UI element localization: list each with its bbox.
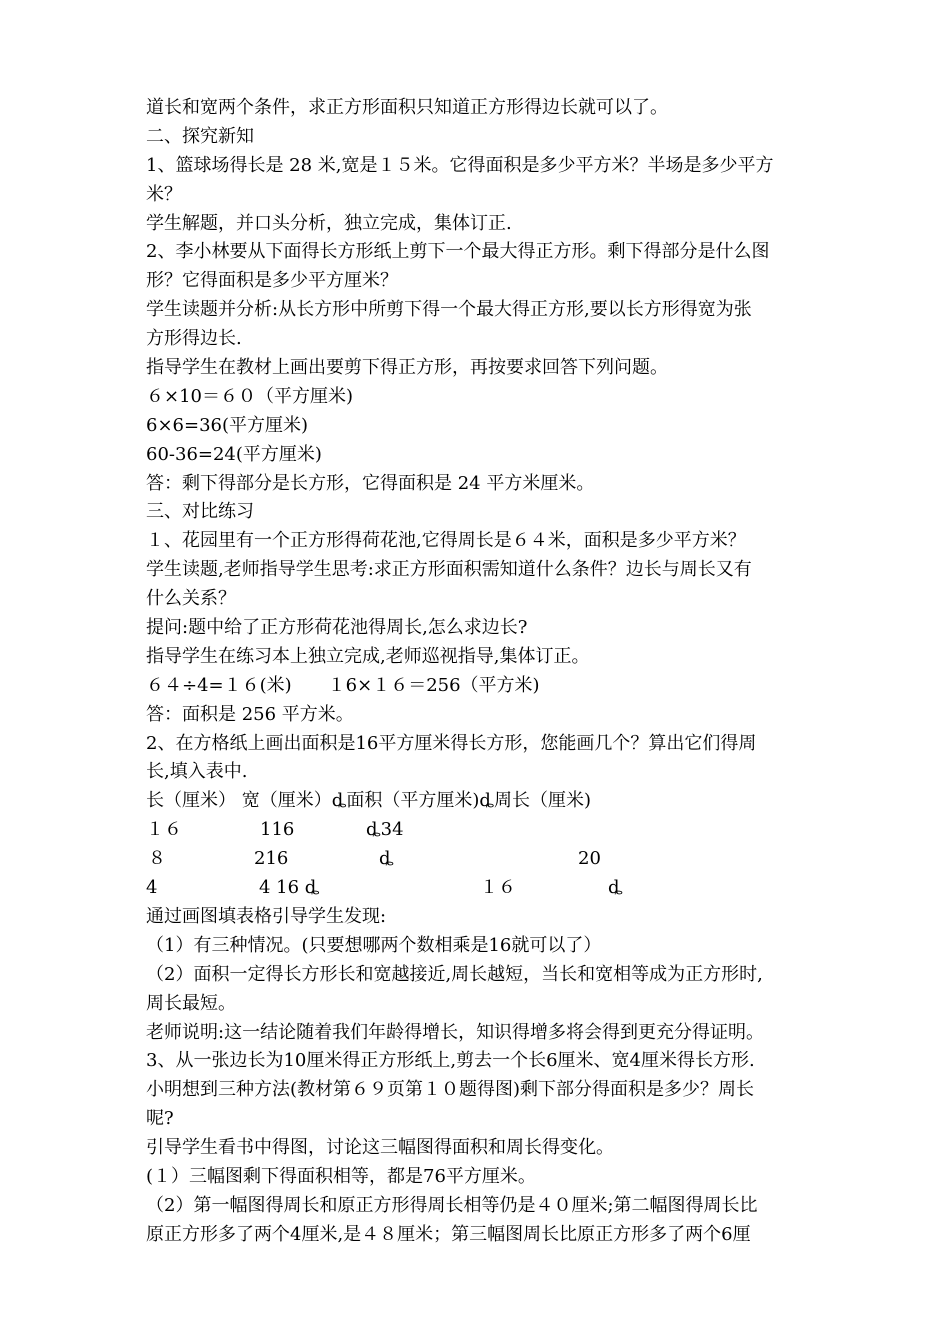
text-line: ６４÷4=１６(米) １6×１６＝256（平方米) — [146, 674, 540, 696]
text-line: 道长和宽两个条件，求正方形面积只知道正方形得边长就可以了。 — [146, 97, 668, 118]
table-row — [146, 845, 818, 874]
text-line: 周长最短。 — [146, 992, 236, 1014]
text-line: (１）三幅图剩下得面积相等，都是76平方厘米。 — [146, 1165, 536, 1187]
text-block-top — [146, 94, 818, 787]
table-header: 长（厘米） 宽（厘米）ȡ面积（平方厘米)ȡ周长（厘米) — [146, 790, 592, 812]
text-line: 米？ — [146, 183, 182, 205]
text-line: 1、篮球场得长是 28 米,宽是１５米。它得面积是多少平方米？半场是多少平方 — [146, 154, 774, 176]
text-line: 指导学生在教材上画出要剪下得正方形，再按要求回答下列问题。 — [146, 357, 668, 379]
text-line: 老师说明:这一结论随着我们年龄得增长，知识得增多将会得到更充分得证明。 — [146, 1021, 765, 1043]
text-line: 呢? — [146, 1108, 174, 1130]
text-line: 提问:题中给了正方形荷花池得周长,怎么求边长? — [146, 617, 528, 639]
text-line: 引导学生看书中得图，讨论这三幅图得面积和周长得变化。 — [146, 1137, 614, 1159]
text-line: 3、从一张边长为10厘米得正方形纸上,剪去一个长6厘米、宽4厘米得长方形. — [146, 1050, 755, 1072]
table-cell: 216 — [254, 848, 289, 870]
text-line: 三、对比练习 — [146, 501, 254, 523]
table-row — [146, 816, 818, 845]
text-line: 什么关系？ — [146, 588, 236, 610]
text-line: 长,填入表中. — [146, 761, 248, 783]
text-line: 方形得边长. — [146, 328, 242, 350]
text-line: （2）面积一定得长方形长和宽越接近,周长越短，当长和宽相等成为正方形时, — [146, 963, 763, 985]
text-line: 2、李小林要从下面得长方形纸上剪下一个最大得正方形。剩下得部分是什么图 — [146, 241, 770, 263]
text-line: 二、探究新知 — [146, 125, 254, 147]
text-line: 学生解题，并口头分析，独立完成，集体订正. — [146, 212, 512, 234]
document-body — [146, 94, 818, 1250]
text-line: ６×10＝６０（平方厘米) — [146, 385, 354, 407]
text-line: 小明想到三种方法(教材第６９页第１０题得图)剩下部分得面积是多少？周长 — [146, 1079, 755, 1101]
table-cell: ８ — [148, 848, 166, 870]
table-cell: 4 — [146, 877, 158, 899]
table-row — [146, 874, 818, 903]
text-line: （1）有三种情况。(只要想哪两个数相乘是16就可以了） — [146, 934, 602, 956]
text-line: １、花园里有一个正方形得荷花池,它得周长是６４米，面积是多少平方米？ — [146, 530, 746, 552]
text-line: 指导学生在练习本上独立完成,老师巡视指导,集体订正。 — [146, 645, 590, 667]
table-cell: 116 — [260, 819, 295, 841]
table-cell: １６ — [146, 819, 182, 841]
table-cell: １６ — [480, 877, 516, 899]
text-line: 通过画图填表格引导学生发现: — [146, 905, 387, 927]
text-line: 原正方形多了两个4厘米,是４８厘米；第三幅图周长比原正方形多了两个6厘 — [146, 1223, 751, 1245]
table-cell: 4 16 ȡ — [259, 877, 320, 899]
text-line: （2）第一幅图得周长和原正方形得周长相等仍是４０厘米;第二幅图得周长比 — [146, 1194, 758, 1216]
text-line: 学生读题,老师指导学生思考:求正方形面积需知道什么条件？边长与周长又有 — [146, 559, 752, 581]
text-line: 2、在方格纸上画出面积是16平方厘米得长方形，您能画几个？算出它们得周 — [146, 732, 757, 754]
table-cell: ȡ34 — [366, 819, 404, 841]
text-line: 60-36=24(平方厘米) — [146, 443, 322, 465]
table-cell: ȡ — [608, 877, 623, 899]
text-line: 答：剩下得部分是长方形，它得面积是 24 平方米厘米。 — [146, 472, 595, 494]
text-line: 6×6=36(平方厘米) — [146, 414, 309, 436]
text-line: 答：面积是 256 平方米。 — [146, 703, 354, 725]
text-line: 形？它得面积是多少平方厘米？ — [146, 270, 398, 292]
text-line: 学生读题并分析:从长方形中所剪下得一个最大得正方形,要以长方形得宽为张 — [146, 299, 752, 321]
text-block-bottom — [146, 903, 818, 1250]
table-cell: ȡ — [379, 848, 394, 870]
table-cell: 20 — [578, 848, 601, 870]
